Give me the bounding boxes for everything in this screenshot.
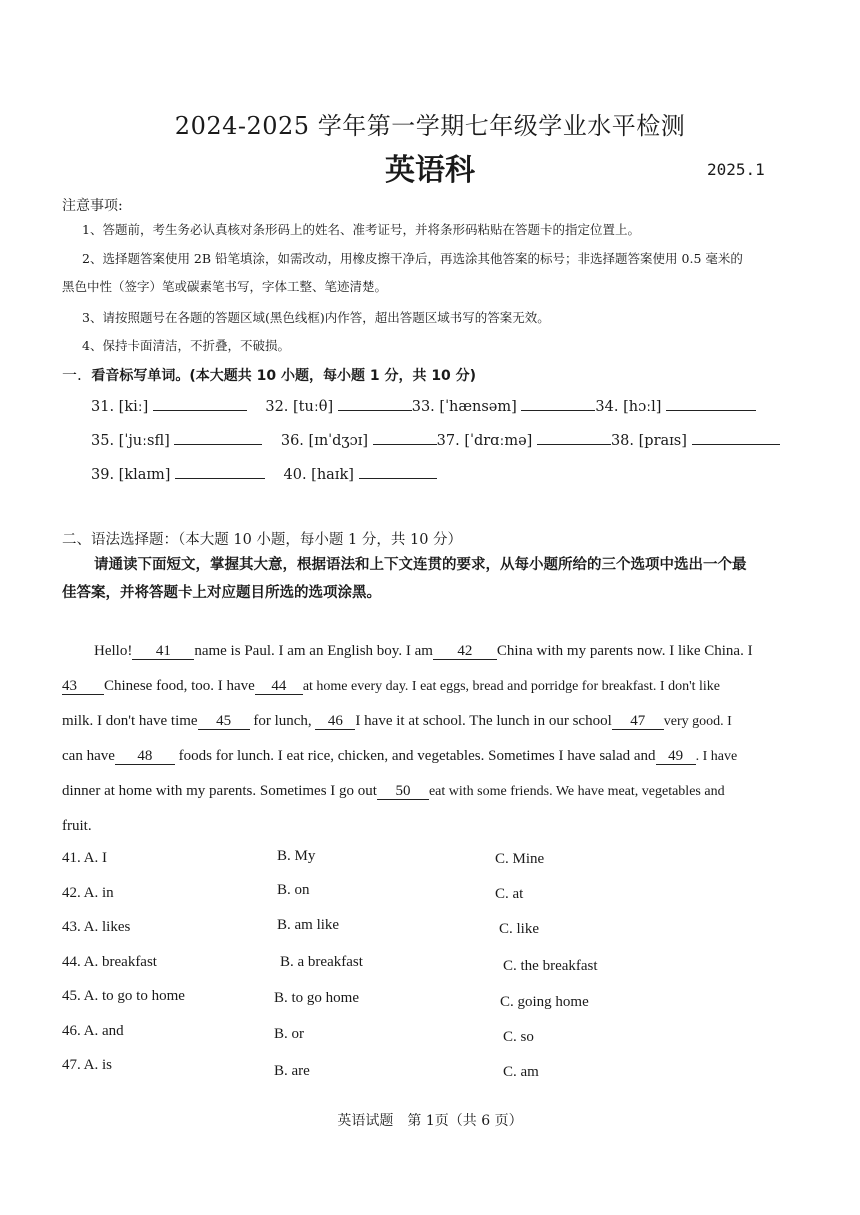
passage-text: eat with some friends. We have meat, vegetables and [428, 784, 725, 799]
page-footer: 英语试题 第 1页（共 6 页） [337, 1113, 523, 1129]
q46-option-c[interactable]: C. so [503, 1029, 534, 1045]
q32-answer-blank[interactable] [338, 396, 412, 411]
passage-text: Chinese food, too. I have [104, 678, 255, 694]
note-item-4: 4、保持卡面清洁，不折叠，不破损。 [82, 338, 290, 353]
q38-phonetic: [praɪs] [638, 433, 687, 449]
passage-text: foods for lunch. I eat rice, chicken, and vegetables. Sometimes I have salad and [174, 748, 656, 764]
q42-option-c[interactable]: C. at [495, 886, 524, 902]
blank-43[interactable]: 43 [62, 678, 104, 695]
blank-41[interactable]: 41 [132, 643, 194, 660]
q40-number: 40. [283, 467, 307, 483]
q33-phonetic: [ˈhænsəm] [439, 399, 517, 415]
passage-text: milk. I don't have time [62, 713, 198, 729]
q44-option-a[interactable]: 44. A. breakfast [62, 954, 157, 970]
q32-phonetic: [tuːθ] [293, 399, 334, 415]
passage-text: very good. I [663, 714, 732, 729]
q34-answer-blank[interactable] [666, 396, 756, 411]
section1-heading-text: 看音标写单词。(本大题共 10 小题，每小题 1 分，共 10 分) [91, 368, 477, 384]
q35-phonetic: [ˈjuːsfl] [118, 433, 170, 449]
blank-48[interactable]: 48 [115, 748, 175, 765]
passage-line-5 [62, 774, 725, 809]
blank-44[interactable]: 44 [255, 678, 303, 695]
q41-option-b[interactable]: B. My [277, 848, 316, 864]
q41-option-c[interactable]: C. Mine [495, 851, 545, 867]
q47-option-a[interactable]: 47. A. is [62, 1057, 113, 1073]
q44-option-c[interactable]: C. the breakfast [503, 958, 598, 974]
section1-heading [62, 364, 476, 385]
note-item-3: 3、请按照题号在各题的答题区域(黑色线框)内作答，超出答题区域书写的答案无效。 [82, 310, 550, 325]
passage-text: fruit. [62, 818, 92, 834]
blank-50[interactable]: 50 [377, 783, 429, 800]
q31-answer-blank[interactable] [153, 396, 247, 411]
passage-text: for lunch, [249, 713, 316, 729]
passage-text: can have [62, 748, 115, 764]
q42-option-b[interactable]: B. on [277, 882, 310, 898]
blank-42[interactable]: 42 [433, 643, 497, 660]
q42-option-a[interactable]: 42. A. in [62, 885, 114, 901]
notes-title: 注意事项: [62, 198, 123, 214]
q37-number: 37. [436, 433, 460, 449]
passage-line-3 [62, 704, 732, 739]
q47-option-b[interactable]: B. are [274, 1063, 310, 1079]
blank-46[interactable]: 46 [315, 713, 355, 730]
q35-answer-blank[interactable] [174, 430, 262, 445]
q32-number: 32. [265, 399, 289, 415]
q45-option-c[interactable]: C. going home [500, 994, 589, 1010]
section2-instruction-line1: 请通读下面短文，掌握其大意，根据语法和上下文连贯的要求，从每小题所给的三个选项中选出一个最 [94, 557, 747, 573]
q40-phonetic: [haɪk] [311, 467, 354, 483]
passage-text: . I have [695, 749, 738, 764]
q41-option-a[interactable]: 41. A. I [62, 850, 107, 866]
section2-heading: 二、语法选择题：（本大题 10 小题，每小题 1 分，共 10 分） [62, 532, 463, 548]
passage-text: dinner at home with my parents. Sometimes I go out [62, 783, 377, 799]
section2-instruction-line2: 佳答案，并将答题卡上对应题目所选的选项涂黑。 [62, 585, 381, 601]
q43-option-b[interactable]: B. am like [277, 917, 340, 933]
passage-text: name is Paul. I am an English boy. I am [194, 643, 433, 659]
note-item-2: 2、选择题答案使用 2B 铅笔填涂，如需改动，用橡皮擦干净后，再选涂其他答案的标号；非选择题答案使用 0.5 毫米的 [82, 251, 743, 266]
q36-number: 36. [280, 433, 304, 449]
q31-number: 31. [91, 399, 115, 415]
q39-number: 39. [91, 467, 115, 483]
subject-title: 英语科 [385, 153, 475, 188]
phonetic-row-1 [91, 396, 756, 415]
exam-title: 2024-2025 学年第一学期七年级学业水平检测 [174, 112, 686, 140]
q33-answer-blank[interactable] [521, 396, 595, 411]
q36-answer-blank[interactable] [373, 430, 437, 445]
q45-option-a[interactable]: 45. A. to go to home [62, 988, 185, 1004]
passage-line-2 [62, 669, 720, 704]
q40-answer-blank[interactable] [359, 464, 437, 479]
q45-option-b[interactable]: B. to go home [274, 990, 359, 1006]
q36-phonetic: [ɪnˈdʒɔɪ] [308, 433, 369, 449]
passage-text: China with my parents now. I like China. I [496, 643, 753, 659]
q38-number: 38. [610, 433, 635, 449]
q46-option-b[interactable]: B. or [274, 1026, 304, 1042]
q34-number: 34. [595, 399, 619, 415]
q35-number: 35. [91, 433, 115, 449]
q43-option-c[interactable]: C. like [499, 921, 539, 937]
note-item-1: 1、答题前，考生务必认真核对条形码上的姓名、准考证号，并将条形码粘贴在答题卡的指定位置上。 [82, 222, 640, 237]
q39-answer-blank[interactable] [175, 464, 265, 479]
blank-45[interactable]: 45 [198, 713, 250, 730]
phonetic-row-2 [91, 430, 780, 449]
passage-line-6 [62, 809, 92, 844]
q37-answer-blank[interactable] [537, 430, 611, 445]
phonetic-row-3 [91, 464, 437, 483]
q43-option-a[interactable]: 43. A. likes [62, 919, 131, 935]
q33-number: 33. [411, 399, 435, 415]
q47-option-c[interactable]: C. am [503, 1064, 539, 1080]
section1-prefix: 一. [62, 366, 82, 384]
q34-phonetic: [hɔːl] [623, 399, 662, 415]
blank-49[interactable]: 49 [656, 748, 696, 765]
q46-option-a[interactable]: 46. A. and [62, 1023, 124, 1039]
passage-line-1 [94, 634, 753, 669]
blank-47[interactable]: 47 [612, 713, 664, 730]
passage-text: at home every day. I eat eggs, bread and porridge for breakfast. I don't like [302, 679, 720, 694]
passage-text: I have it at school. The lunch in our school [355, 713, 612, 729]
passage-line-4 [62, 739, 737, 774]
note-item-2-cont: 黑色中性（签字）笔或碳素笔书写，字体工整、笔迹清楚。 [62, 279, 388, 294]
q39-phonetic: [klaɪm] [118, 467, 171, 483]
exam-date: 2025.1 [707, 160, 765, 179]
q38-answer-blank[interactable] [692, 430, 780, 445]
q31-phonetic: [kiː] [118, 399, 149, 415]
q44-option-b[interactable]: B. a breakfast [280, 954, 363, 970]
q37-phonetic: [ˈdrɑːmə] [464, 433, 533, 449]
passage-text: Hello! [94, 643, 133, 659]
